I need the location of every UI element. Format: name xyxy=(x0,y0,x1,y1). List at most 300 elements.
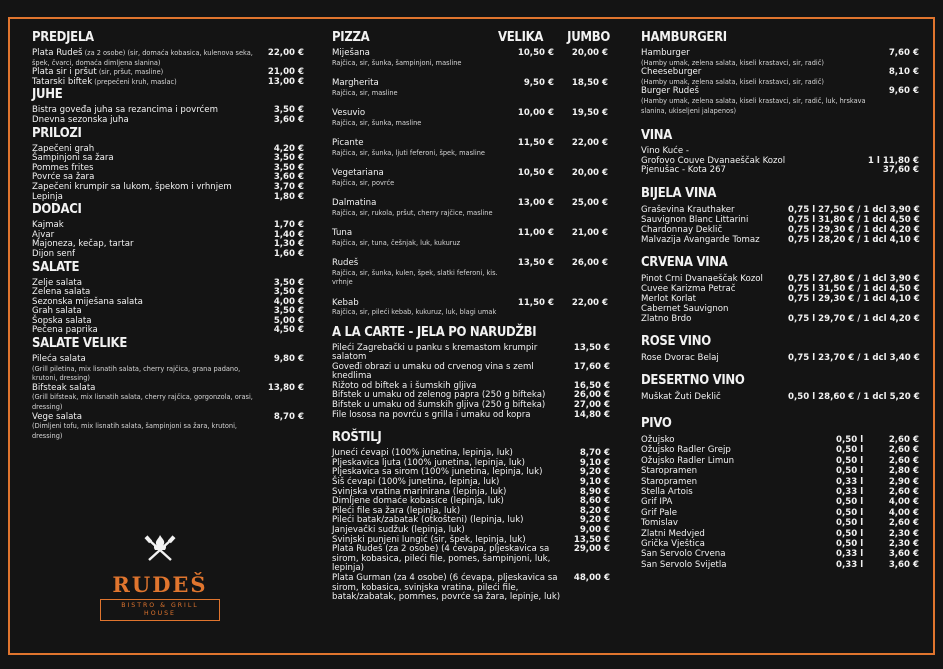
wine-name: Vino Kuće - xyxy=(641,146,690,157)
section-rostilj xyxy=(332,430,610,603)
item-price: 5,00 € xyxy=(273,315,304,326)
item-name: Šiš ćevapi xyxy=(332,477,376,488)
wine-item xyxy=(641,314,919,324)
item-price: 3,50 € xyxy=(273,306,304,317)
wine-name: Cuvee Karizma Petrač xyxy=(641,283,736,294)
burger-item xyxy=(641,68,919,87)
item-price: 1,40 € xyxy=(273,229,304,240)
pizza-name: Tuna xyxy=(332,228,353,238)
section-title: CRVENA VINA xyxy=(641,254,728,270)
item-note: (sir, špek, lepinja, luk) xyxy=(427,534,526,545)
section-title: VINA xyxy=(641,128,673,144)
burger-description: (Hamby umak, zelena salata, kiseli krastavci, sir, radič) xyxy=(641,77,824,86)
wine-name: Graševina Krauthaker xyxy=(641,204,735,215)
beer-volume: 0,33 l xyxy=(836,549,864,560)
pizza-description: Rajčica, sir, šunka, masline xyxy=(332,118,422,127)
crossed-utensils-flame-icon xyxy=(144,534,176,562)
pizza-description: Rajčica, sir, pileći kebab, kukuruz, luk, blagi umak xyxy=(332,308,497,316)
price-velika: 10,00 € xyxy=(517,108,554,118)
beer-price: 2,90 € xyxy=(888,476,919,487)
pizza-name: Rudeš xyxy=(332,258,359,268)
item-price: 21,00 € xyxy=(267,67,304,78)
beer-item xyxy=(641,508,919,518)
item-name: Pileći file sa žara xyxy=(332,505,404,516)
menu-item xyxy=(332,344,610,363)
wine-price: 0,75 l 31,50 € / 1 dcl 4,50 € xyxy=(788,283,920,294)
beer-price: 2,60 € xyxy=(888,434,919,445)
beer-name: Staropramen xyxy=(641,466,698,477)
item-price: 4,50 € xyxy=(273,325,304,336)
menu-item xyxy=(32,384,304,413)
item-price: 27,00 € xyxy=(573,400,610,411)
pizza-name: Vesuvio xyxy=(332,108,366,118)
menu-item xyxy=(32,355,304,384)
beer-price: 3,60 € xyxy=(888,549,919,560)
beer-volume: 0,50 l xyxy=(836,539,864,549)
item-price: 1,30 € xyxy=(273,239,304,250)
beer-volume: 0,33 l xyxy=(836,559,864,570)
beer-item xyxy=(641,539,919,549)
wine-price: 0,75 l 31,80 € / 1 dcl 4,50 € xyxy=(788,214,920,225)
wine-price: 0,75 l 29,70 € / 1 dcl 4,20 € xyxy=(788,313,920,324)
burger-name: Burger Rudeš xyxy=(641,86,699,97)
item-name: Bifstek u umaku od šumskih gljiva xyxy=(332,400,480,411)
wine-price: 0,75 l 27,80 € / 1 dcl 3,90 € xyxy=(788,273,920,284)
item-description: (sir, domaća kobasica, kulenova seka, špek, čvarci, domaća dimljena slanina) xyxy=(32,49,253,67)
beer-volume: 0,50 l xyxy=(836,445,864,456)
wine-item xyxy=(641,284,919,294)
section-dodaci xyxy=(32,202,304,259)
item-price: 3,60 € xyxy=(273,172,304,183)
section-desertno-vino xyxy=(641,373,919,402)
beer-item xyxy=(641,529,919,539)
item-name: Bifsteak salata xyxy=(32,382,96,393)
section-title: JUHE xyxy=(32,87,63,103)
item-price: 9,00 € xyxy=(579,525,610,535)
item-note: (za 2 osobe) (4 ćevapa, pljeskavica sa sirom, kobasica, pileći file, pomes, šampinjoni, luk, lepinja) xyxy=(332,544,551,574)
item-name: Vege salata xyxy=(32,411,83,422)
pizza-item xyxy=(332,109,610,128)
section-juhe xyxy=(32,87,304,125)
burger-price: 7,60 € xyxy=(888,48,919,58)
beer-item xyxy=(641,518,919,528)
wine-price: 0,75 l 27,50 € / 1 dcl 3,90 € xyxy=(788,204,920,215)
price-jumbo: 22,00 € xyxy=(571,297,608,308)
wine-price: 0,75 l 23,70 € / 1 dcl 3,40 € xyxy=(788,352,920,363)
price-jumbo: 20,00 € xyxy=(571,168,608,178)
burger-name: Cheeseburger xyxy=(641,67,702,78)
item-name: Zapečeni krumpir sa lukom, špekom i vrhnjem xyxy=(32,181,232,192)
item-name: Plata Rudeš xyxy=(332,544,383,555)
item-name: Zelje salata xyxy=(32,277,83,288)
menu-item xyxy=(332,545,610,574)
section-hamburgeri xyxy=(641,30,919,116)
size-jumbo-header: JUMBO xyxy=(567,30,610,45)
wine-name: Pinot Crni Dvanaeščak Kozol xyxy=(641,273,763,284)
section-crvena-vina xyxy=(641,255,919,324)
item-name: Grah salata xyxy=(32,306,82,317)
price-velika: 11,50 € xyxy=(517,297,554,308)
pizza-description: Rajčica, sir, masline xyxy=(332,88,398,97)
beer-price: 4,00 € xyxy=(888,507,919,518)
item-note: (250 g bifteka) xyxy=(479,390,546,401)
item-price: 8,20 € xyxy=(579,505,610,516)
menu-item xyxy=(32,116,304,126)
wine-item xyxy=(641,205,919,215)
item-note: (lepinja, luk) xyxy=(403,505,461,516)
beer-volume: 0,50 l xyxy=(836,434,864,445)
beer-price: 2,60 € xyxy=(888,486,919,497)
wine-item xyxy=(641,274,919,284)
beer-item xyxy=(641,456,919,466)
item-note: (lepinja, luk) xyxy=(408,525,465,535)
menu-item xyxy=(32,250,304,260)
item-name: Šampinjoni sa žara xyxy=(32,153,114,164)
beer-item xyxy=(641,497,919,507)
item-name: File lososa na povrću s grilla i umaku od kopra xyxy=(332,409,531,420)
item-price: 13,00 € xyxy=(267,76,304,87)
section-title: PREDJELA xyxy=(32,30,94,45)
wine-item xyxy=(641,392,919,402)
wine-price: 0,75 l 29,30 € / 1 dcl 4,10 € xyxy=(788,293,920,304)
burger-name: Hamburger xyxy=(641,48,690,58)
beer-price: 2,80 € xyxy=(888,466,919,477)
item-price: 3,50 € xyxy=(273,153,304,164)
pizza-name: Picante xyxy=(332,138,364,148)
item-price: 3,60 € xyxy=(273,114,304,125)
price-velika: 10,50 € xyxy=(517,48,554,58)
price-velika: 11,50 € xyxy=(517,138,554,148)
section-title: A LA CARTE - JELA PO NARUDŽBI xyxy=(332,324,537,340)
item-name: Zapečeni grah xyxy=(32,143,95,154)
beer-item xyxy=(641,466,919,476)
section-title: PIVO xyxy=(641,415,672,431)
wine-item xyxy=(641,235,919,245)
section-pizza xyxy=(332,30,610,318)
menu-item xyxy=(32,183,304,193)
section-rose-vino xyxy=(641,334,919,363)
item-note: (100% junetina, lepinja, luk) xyxy=(388,448,513,459)
wine-item xyxy=(641,215,919,225)
pizza-name: Miješana xyxy=(332,48,370,58)
beer-volume: 0,50 l xyxy=(836,518,864,529)
menu-item xyxy=(332,411,610,421)
price-jumbo: 22,00 € xyxy=(571,138,608,148)
pizza-item xyxy=(332,229,610,248)
wine-name: Sauvignon Blanc Littarini xyxy=(641,214,749,225)
section-title: SALATE VELIKE xyxy=(32,336,128,352)
item-price: 13,50 € xyxy=(573,342,610,353)
beer-item xyxy=(641,477,919,487)
item-price: 1,60 € xyxy=(273,248,304,259)
wine-name: Cabernet Sauvignon xyxy=(641,303,729,314)
wine-item xyxy=(641,304,919,314)
item-name: Bifstek u umaku od zelenog papra xyxy=(332,390,480,401)
pizza-item xyxy=(332,259,610,288)
item-name: Dimljene domaće kobasice xyxy=(332,496,448,507)
beer-price: 3,60 € xyxy=(888,559,919,570)
item-price: 9,20 € xyxy=(579,467,610,478)
item-name: Povrće sa žara xyxy=(32,172,95,183)
price-jumbo: 26,00 € xyxy=(571,258,608,268)
section-bijela-vina xyxy=(641,186,919,245)
menu-item xyxy=(32,49,304,68)
item-name: Lepinja xyxy=(32,191,63,202)
item-price: 4,00 € xyxy=(273,296,304,307)
section-salate xyxy=(32,260,304,337)
section-title: PRILOZI xyxy=(32,125,82,141)
item-name: Pommes frites xyxy=(32,162,94,173)
beer-name: Ožujsko xyxy=(641,434,675,445)
wine-name: Merlot Korlat xyxy=(641,293,697,304)
item-name: Plata Gurman xyxy=(332,572,391,583)
section-predjela xyxy=(32,30,304,87)
menu-item xyxy=(32,326,304,336)
size-velika-header: VELIKA xyxy=(497,30,544,45)
wine-name: Pjenušac - Kota 267 xyxy=(641,165,727,176)
item-note: (lepinja, luk) xyxy=(450,486,507,497)
item-name: Dijon senf xyxy=(32,248,76,259)
burger-description: (Hamby umak, zelena salata, kiseli krastavci, sir, radič, luk, hrskava slanina, ukiseljeni jalapenos) xyxy=(641,96,866,115)
beer-name: Zlatni Medvjed xyxy=(641,528,705,539)
burger-price: 9,60 € xyxy=(888,86,919,97)
item-name: Pljeskavica ljuta xyxy=(332,457,401,468)
item-name: Sezonska miješana salata xyxy=(32,296,143,307)
wine-price: 1 l 11,80 € xyxy=(867,155,919,166)
section-title: DESERTNO VINO xyxy=(641,372,745,388)
wine-price: 0,75 l 29,30 € / 1 dcl 4,20 € xyxy=(788,224,920,235)
item-price: 3,50 € xyxy=(273,162,304,173)
item-name: Svinjska vratina marinirana xyxy=(332,486,451,497)
item-name: Ajvar xyxy=(32,229,55,240)
item-price: 9,10 € xyxy=(579,477,610,488)
beer-item xyxy=(641,487,919,497)
item-note: (otkošteni) (lepinja, luk) xyxy=(418,515,524,526)
beer-volume: 0,50 l xyxy=(836,466,864,477)
item-name: Bistra goveđa juha sa rezancima i povrćem xyxy=(32,105,218,116)
menu-item xyxy=(32,413,304,442)
wine-item xyxy=(641,225,919,235)
section-salate-velike xyxy=(32,336,304,441)
beer-volume: 0,50 l xyxy=(836,507,864,518)
item-note: (100% junetina, lepinja, luk) xyxy=(400,457,526,468)
beer-price: 2,60 € xyxy=(888,518,919,529)
menu-item xyxy=(32,221,304,231)
item-price: 17,60 € xyxy=(573,361,610,372)
item-price: 22,00 € xyxy=(267,48,304,58)
item-price: 1,80 € xyxy=(273,191,304,202)
pizza-name: Kebab xyxy=(332,297,359,308)
logo-subtitle: BISTRO & GRILL HOUSE xyxy=(100,599,220,621)
wine-name: Muškat Žuti Deklič xyxy=(641,391,721,402)
item-name: Tatarski biftek xyxy=(32,76,93,87)
wine-name: Malvazija Avangarde Tomaz xyxy=(641,234,760,245)
item-price: 48,00 € xyxy=(573,572,610,583)
menu-item xyxy=(332,363,610,382)
section-title: HAMBURGERI xyxy=(641,30,727,45)
pizza-name: Dalmatina xyxy=(332,198,377,208)
section-title: BIJELA VINA xyxy=(641,185,717,201)
beer-item xyxy=(641,435,919,445)
beer-name: San Servolo Svijetla xyxy=(641,559,727,570)
wine-item xyxy=(641,353,919,363)
item-description: (Grill piletina, mix lisnatih salata, cherry rajčica, grana padano, krutoni, dressing) xyxy=(32,364,241,383)
beer-name: San Servolo Crvena xyxy=(641,549,726,560)
item-price: 8,90 € xyxy=(579,486,610,497)
item-name: Rižoto od biftek a i šumskih gljiva xyxy=(332,380,477,391)
item-name: Zelena salata xyxy=(32,287,91,298)
item-name: Janjevački sudžuk xyxy=(332,525,409,535)
beer-name: Stella Artois xyxy=(641,486,693,497)
item-price: 29,00 € xyxy=(573,544,610,555)
item-price: 8,70 € xyxy=(579,448,610,459)
burger-item xyxy=(641,87,919,116)
beer-name: Ožujsko Radler Grejp xyxy=(641,445,731,456)
item-price: 1,70 € xyxy=(273,220,304,231)
item-name: Plata sir i pršut xyxy=(32,67,97,78)
item-price: 9,80 € xyxy=(273,354,304,365)
beer-item xyxy=(641,445,919,455)
item-price: 3,50 € xyxy=(273,105,304,116)
pizza-name: Margherita xyxy=(332,78,379,88)
price-velika: 10,50 € xyxy=(517,168,554,178)
wine-item xyxy=(641,294,919,304)
item-name: Pileći Zagrebački u panku s kremastom krumpir salatom xyxy=(332,342,538,363)
beer-price: 2,60 € xyxy=(888,445,919,456)
pizza-description: Rajčica, sir, povrće xyxy=(332,178,395,187)
burger-description: (Hamby umak, zelena salata, kiseli krastavci, sir, radič) xyxy=(641,58,824,67)
pizza-item xyxy=(332,199,610,218)
menu-column-left xyxy=(32,30,304,441)
item-price: 26,00 € xyxy=(573,390,610,401)
price-jumbo: 25,00 € xyxy=(571,198,608,208)
item-price: 16,50 € xyxy=(573,380,610,391)
item-name: Šopska salata xyxy=(32,315,92,326)
pizza-size-headers xyxy=(498,30,610,46)
item-price: 3,50 € xyxy=(273,287,304,298)
beer-price: 2,30 € xyxy=(888,539,919,549)
logo-name: RUDEŠ xyxy=(112,572,208,597)
item-price: 3,50 € xyxy=(273,277,304,288)
section-title: ROŠTILJ xyxy=(332,430,382,446)
pizza-title: PIZZA xyxy=(332,30,370,45)
price-jumbo: 20,00 € xyxy=(571,48,608,58)
item-name: Kajmak xyxy=(32,220,64,231)
pizza-name: Vegetariana xyxy=(332,168,384,178)
menu-item xyxy=(332,574,610,603)
price-jumbo: 18,50 € xyxy=(571,78,608,88)
beer-name: Grif Pale xyxy=(641,507,678,518)
section-title: SALATE xyxy=(32,259,80,275)
pizza-description: Rajčica, sir, tuna, češnjak, luk, kukuruz xyxy=(332,238,461,247)
wine-name: Rose Dvorac Belaj xyxy=(641,352,719,363)
section-pivo xyxy=(641,416,919,570)
beer-name: Ožujsko Radler Limun xyxy=(641,455,735,466)
item-name: Pileća salata xyxy=(32,354,86,365)
item-price: 14,80 € xyxy=(573,409,610,420)
pizza-description: Rajčica, sir, rukola, pršut, cherry rajčice, masline xyxy=(332,208,493,217)
wine-price: 37,60 € xyxy=(882,165,919,176)
price-jumbo: 19,50 € xyxy=(571,108,608,118)
menu-item xyxy=(32,78,304,88)
beer-price: 2,60 € xyxy=(888,455,919,466)
section-title xyxy=(332,30,610,46)
item-price: 13,50 € xyxy=(573,534,610,545)
beer-price: 2,30 € xyxy=(888,528,919,539)
menu-column-right xyxy=(641,30,919,570)
burger-price: 8,10 € xyxy=(888,67,919,78)
restaurant-logo xyxy=(100,534,220,621)
item-description: (prepečeni kruh, maslac) xyxy=(92,77,177,86)
wine-price: 0,50 l 28,60 € / 1 dcl 5,20 € xyxy=(788,391,920,402)
beer-volume: 0,50 l xyxy=(836,497,864,508)
item-price: 8,70 € xyxy=(273,411,304,422)
price-jumbo: 21,00 € xyxy=(571,228,608,238)
beer-item xyxy=(641,549,919,559)
item-note: (za 2 osobe) xyxy=(82,49,126,57)
item-price: 8,60 € xyxy=(579,496,610,507)
item-note: (100% junetina, lepinja, luk) xyxy=(418,467,543,478)
item-note: (lepinja, luk) xyxy=(447,496,504,507)
beer-price: 4,00 € xyxy=(888,497,919,508)
section-title: ROSE VINO xyxy=(641,333,711,349)
price-velika: 9,50 € xyxy=(523,78,554,88)
item-price: 3,70 € xyxy=(273,181,304,192)
beer-name: Tomislav xyxy=(641,518,679,529)
wine-name: Chardonnay Deklič xyxy=(641,224,723,235)
beer-volume: 0,33 l xyxy=(836,486,864,497)
beer-name: Grička Vještica xyxy=(641,539,705,549)
item-note: (250 g bifteka) xyxy=(479,400,546,411)
menu-item xyxy=(32,193,304,203)
item-description: (Grill bifsteak, mix lisnatih salata, cherry rajčica, gorgonzola, orasi, dressing) xyxy=(32,393,253,412)
menu-column-middle xyxy=(332,30,610,603)
pizza-item xyxy=(332,49,610,68)
section-vina xyxy=(641,128,919,176)
beer-volume: 0,50 l xyxy=(836,528,864,539)
price-velika: 13,00 € xyxy=(517,198,554,208)
item-name: Svinjski punjeni lungić xyxy=(332,534,428,545)
item-description: (Dimljeni tofu, mix lisnatih salata, šampinjoni sa žara, krutoni, dressing) xyxy=(32,422,237,440)
pizza-description: Rajčica, sir, šunka, šampinjoni, masline xyxy=(332,58,462,67)
item-price: 4,20 € xyxy=(273,143,304,154)
pizza-item xyxy=(332,299,610,318)
pizza-description: Rajčica, sir, šunka, ljuti feferoni, špek, masline xyxy=(332,148,485,157)
item-price: 9,10 € xyxy=(579,457,610,468)
item-name: Pečena paprika xyxy=(32,325,98,336)
item-name: Majoneza, kečap, tartar xyxy=(32,239,134,250)
beer-volume: 0,33 l xyxy=(836,476,864,487)
price-velika: 13,50 € xyxy=(517,258,554,268)
section-title: DODACI xyxy=(32,202,82,218)
burger-item xyxy=(641,49,919,68)
wine-price: 0,75 l 28,20 € / 1 dcl 4,10 € xyxy=(788,234,920,245)
beer-name: Staropramen xyxy=(641,476,698,487)
pizza-item xyxy=(332,139,610,158)
section-alacarte xyxy=(332,325,610,421)
wine-item xyxy=(641,166,919,176)
price-velika: 11,00 € xyxy=(517,228,554,238)
item-name: Pileći batak/zabatak xyxy=(332,515,419,526)
beer-item xyxy=(641,560,919,570)
item-description: (sir, pršut, masline) xyxy=(96,68,164,77)
beer-name: Grif IPA xyxy=(641,497,673,508)
item-name: Plata Rudeš xyxy=(32,48,83,58)
item-note: (za 4 osobe) (6 ćevapa, pljeskavica sa sirom, kobasica, svinjska vratina, pileći file, batak/zabatak, pommes, povrće sa žara, lepinje, luk) xyxy=(332,572,561,603)
item-price: 9,20 € xyxy=(579,515,610,526)
beer-volume: 0,50 l xyxy=(836,455,864,466)
item-price: 13,80 € xyxy=(267,382,304,393)
